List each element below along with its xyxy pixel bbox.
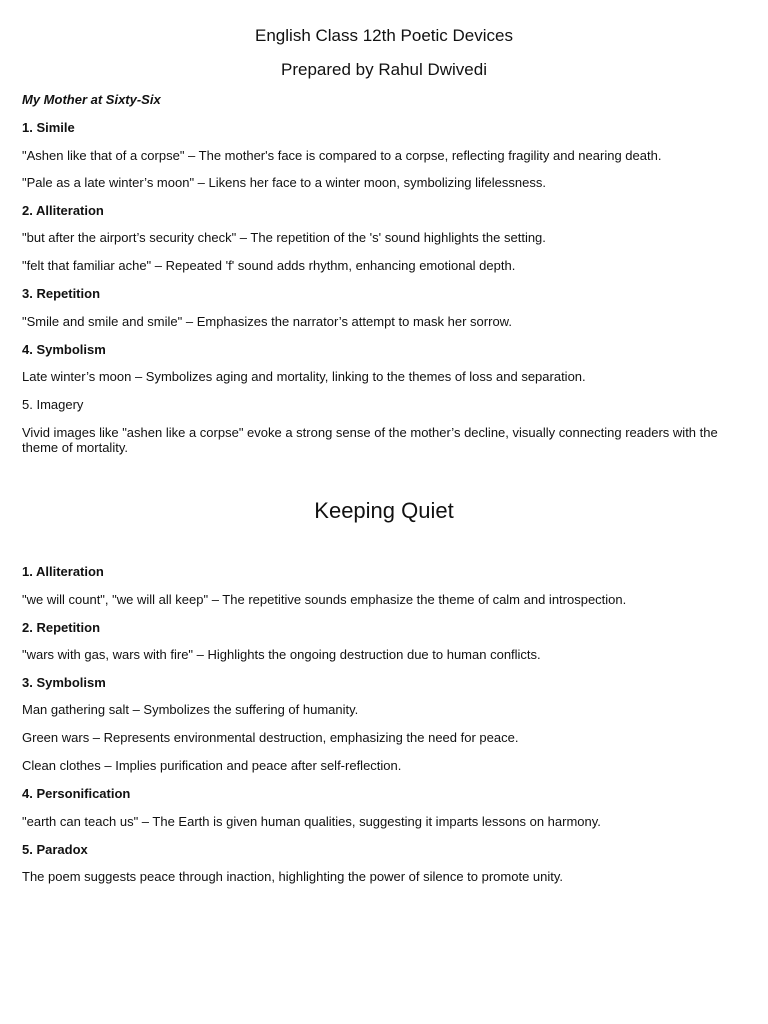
alliteration-example-2: "felt that familiar ache" – Repeated 'f' sound adds rhythm, enhancing emotional depth. [22, 258, 516, 273]
repetition-example-1: "Smile and smile and smile" – Emphasizes the narrator’s attempt to mask her sorrow. [22, 314, 512, 329]
document-title: English Class 12th Poetic Devices [255, 26, 513, 45]
document-author: Prepared by Rahul Dwivedi [281, 60, 487, 79]
symbolism-2-example-2: Green wars – Represents environmental destruction, emphasizing the need for peace. [22, 730, 519, 745]
alliteration-2-example-1: "we will count", "we will all keep" – The repetitive sounds emphasize the theme of calm and introspection. [22, 592, 627, 607]
heading-repetition: 3. Repetition [22, 286, 101, 301]
alliteration-example-1: "but after the airport’s security check" – The repetition of the 's' sound highlights the setting. [22, 230, 546, 245]
imagery-example-1: Vivid images like "ashen like a corpse" evoke a strong sense of the mother’s decline, visually connecting readers with the theme of mortality. [22, 425, 718, 455]
heading-personification: 4. Personification [22, 786, 131, 801]
heading-alliteration-2: 1. Alliteration [22, 564, 104, 579]
poem-title-keeping-quiet: Keeping Quiet [314, 498, 454, 523]
heading-symbolism-2: 3. Symbolism [22, 675, 106, 690]
paradox-example-1: The poem suggests peace through inaction, highlighting the power of silence to promote unity. [22, 869, 564, 884]
symbolism-example-1: Late winter’s moon – Symbolizes aging and mortality, linking to the themes of loss and separation. [22, 369, 586, 384]
heading-repetition-2: 2. Repetition [22, 620, 101, 635]
heading-symbolism: 4. Symbolism [22, 342, 106, 357]
heading-alliteration: 2. Alliteration [22, 203, 104, 218]
symbolism-2-example-1: Man gathering salt – Symbolizes the suffering of humanity. [22, 702, 359, 717]
symbolism-2-example-3: Clean clothes – Implies purification and peace after self-reflection. [22, 758, 402, 773]
repetition-2-example-1: "wars with gas, wars with fire" – Highlights the ongoing destruction due to human conflicts. [22, 647, 541, 662]
simile-example-1: "Ashen like that of a corpse" – The mother's face is compared to a corpse, reflecting fragility and nearing death. [22, 148, 662, 163]
poem-title-my-mother: My Mother at Sixty-Six [22, 92, 161, 107]
heading-simile: 1. Simile [22, 120, 75, 135]
simile-example-2: "Pale as a late winter’s moon" – Likens her face to a winter moon, symbolizing lifelessness. [22, 175, 546, 190]
heading-imagery: 5. Imagery [22, 397, 84, 412]
heading-paradox: 5. Paradox [22, 842, 88, 857]
personification-example-1: "earth can teach us" – The Earth is given human qualities, suggesting it imparts lessons on harmony. [22, 814, 601, 829]
